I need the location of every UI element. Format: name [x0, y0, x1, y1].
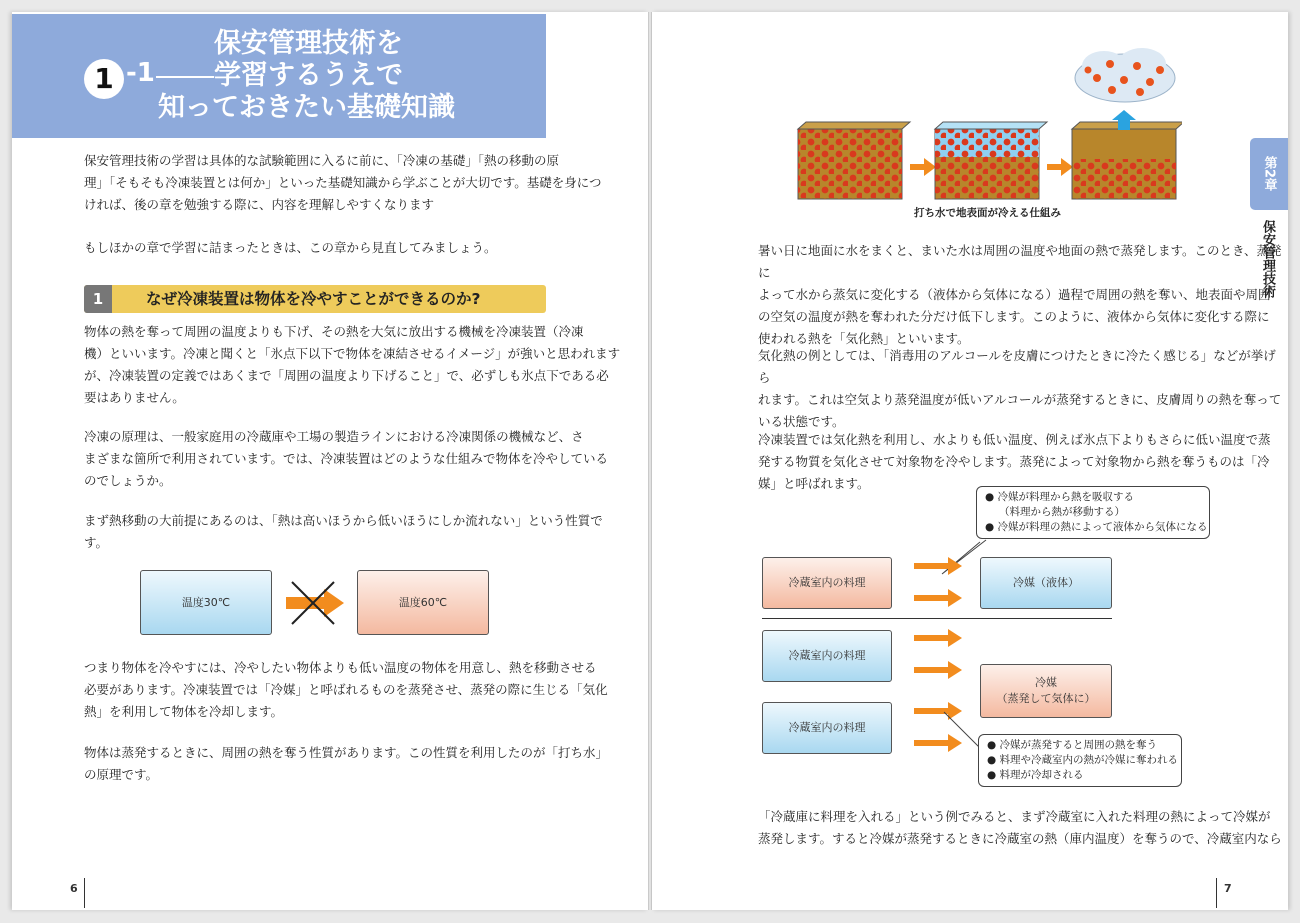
header-title-line-3: 知っておきたい基礎知識 — [158, 92, 455, 123]
text-line: 冷凍の原理は、一般家庭用の冷蔵庫や工場の製造ラインにおける冷凍関係の機械など、さ — [84, 429, 584, 444]
chapter-tab-title: 保安管理技術 — [1260, 220, 1275, 298]
text-line: 物体は蒸発するときに、周囲の熱を奪う性質があります。この性質を利用したのが「打ち水」 — [84, 745, 609, 760]
left-page — [12, 12, 648, 910]
text-line: つまり物体を冷やすには、冷やしたい物体よりも低い温度の物体を用意し、熱を移動させる — [84, 660, 597, 675]
callout-line: ● 冷媒が料理の熱によって液体から気体になる — [985, 521, 1208, 533]
text-line: 蒸発します。すると冷媒が蒸発するときに冷蔵室の熱（庫内温度）を奪うので、冷蔵室内なら — [758, 831, 1282, 846]
text-line: 理」「そもそも冷凍装置とは何か」といった基礎知識から学ぶことが大切です。基礎を身につ — [84, 175, 602, 190]
text-line: のでしょうか。 — [84, 473, 172, 488]
paragraph-4 — [84, 657, 608, 723]
right-paragraph-4 — [758, 806, 1282, 850]
text-line: いる状態です。 — [758, 414, 845, 429]
text-line: す。 — [84, 535, 109, 550]
paragraph-5 — [84, 742, 608, 786]
intro-paragraph — [84, 150, 602, 216]
section-number: 1 — [84, 285, 112, 313]
header-number-badge: 1 — [84, 59, 124, 99]
callout-line: ● 料理が冷却される — [987, 769, 1084, 781]
intro-paragraph-2: もしほかの章で学習に詰まったときは、この章から見直してみましょう。 — [84, 240, 497, 255]
diagram-divider — [762, 618, 1112, 619]
hot-object-box: 温度60℃ — [357, 570, 489, 635]
ground-panel-1 — [798, 122, 910, 199]
chapter-tab: 第2章 — [1250, 138, 1288, 210]
callout-bottom — [978, 734, 1182, 787]
text-line: の空気の温度が熱を奪われた分だけ低下します。このように、液体から気体に変化する際に — [758, 309, 1270, 324]
page-number-rule — [84, 878, 85, 908]
text-line: ければ、後の章を勉強する際に、内容を理解しやすくなります — [84, 197, 435, 212]
text-line: 保安管理技術の学習は具体的な試験範囲に入るに前に、「冷凍の基礎」「熱の移動の原 — [84, 153, 560, 168]
right-page — [652, 12, 1288, 910]
text-line: 物体の熱を奪って周囲の温度よりも下げ、その熱を大気に放出する機械を冷凍装置（冷凍 — [84, 324, 584, 339]
orange-arrow-icon — [914, 629, 962, 647]
text-line: まず熱移動の大前提にあるのは、「熱は高いほうから低いほうにしか流れない」という性質で — [84, 513, 603, 528]
page-number-left: 6 — [70, 882, 78, 895]
right-paragraph-2 — [758, 345, 1288, 433]
text-line: れます。これは空気より蒸発温度が低いアルコールが蒸発するときに、皮膚周りの熱を奪って — [758, 392, 1282, 407]
header-title-line-1: 保安管理技術を — [214, 28, 403, 59]
figure-caption: 打ち水で地表面が冷える仕組み — [914, 207, 1061, 219]
refrigerant-gas-box — [980, 664, 1112, 718]
text-line: 要はありません。 — [84, 390, 185, 405]
callout-line: （料理から熱が移動する） — [999, 506, 1125, 518]
page-number-right: 7 — [1224, 882, 1232, 895]
orange-arrow-icon — [286, 589, 344, 617]
orange-arrow-icon — [914, 557, 962, 575]
orange-arrow-icon — [1047, 158, 1073, 176]
text-line: よって水から蒸気に変化する（液体から気体になる）過程で周囲の熱を奪い、地表面や周囲 — [758, 287, 1271, 302]
vapor-cloud-icon — [1075, 48, 1175, 102]
text-line: の原理です。 — [84, 767, 159, 782]
orange-arrow-icon — [914, 661, 962, 679]
refrigerant-liquid-box: 冷媒（液体） — [980, 557, 1112, 609]
box-text-line: （蒸発して気体に） — [996, 692, 1096, 705]
text-line: 暑い日に地面に水をまくと、まいた水は周囲の温度や地面の熱で蒸発します。このとき、蒸発に — [758, 243, 1282, 280]
chapter-header — [12, 14, 546, 138]
callout-top — [976, 486, 1210, 539]
food-box-1: 冷蔵室内の料理 — [762, 557, 892, 609]
arrows-set-1 — [914, 556, 964, 612]
text-line: が、冷凍装置の定義ではあくまで「周囲の温度より下げること」で、必ずしも氷点下である必 — [84, 368, 609, 383]
callout-line: ● 冷媒が料理から熱を吸収する — [985, 491, 1134, 503]
blocked-arrow-figure — [280, 578, 360, 628]
text-line: 必要があります。冷凍装置では「冷媒」と呼ばれるものを蒸発させ、蒸発の際に生じる「気化 — [84, 682, 608, 697]
right-paragraph-1 — [758, 240, 1288, 350]
uchimizu-figure — [792, 42, 1182, 207]
food-box-2: 冷蔵室内の料理 — [762, 630, 892, 682]
ground-panel-3 — [1072, 122, 1182, 199]
orange-arrow-icon — [910, 158, 936, 176]
text-line: まざまな箇所で利用されています。では、冷凍装置はどのような仕組みで物体を冷やしている — [84, 451, 609, 466]
text-line: 「冷蔵庫に料理を入れる」という例でみると、まず冷蔵室に入れた料理の熱によって冷媒が — [758, 809, 1271, 824]
header-sub-number: -1 — [126, 58, 155, 88]
paragraph-3 — [84, 510, 603, 554]
text-line: 機）といいます。冷凍と聞くと「氷点下以下で物体を凍結させるイメージ」が強いと思われます — [84, 346, 621, 361]
text-line: 発する物質を気化させて対象物を冷やします。蒸発によって対象物から熱を奪うものは「冷 — [758, 454, 1270, 469]
text-line: 気化熱の例としては、「消毒用のアルコールを皮膚につけたときに冷たく感じる」などが挙げら — [758, 348, 1276, 385]
ground-panel-2 — [935, 122, 1047, 199]
page-number-rule — [1216, 878, 1217, 908]
text-line: 使われる熱を「気化熱」といいます。 — [758, 331, 970, 346]
text-line: 熱」を利用して物体を冷却します。 — [84, 704, 284, 719]
paragraph-2 — [84, 426, 608, 492]
text-line: 冷凍装置では気化熱を利用し、水よりも低い温度、例えば氷点下よりもさらに低い温度で蒸 — [758, 432, 1271, 447]
box-text-line: 冷媒 — [1035, 676, 1057, 689]
orange-arrow-icon — [914, 589, 962, 607]
paragraph-1 — [84, 321, 620, 409]
callout-line: ● 冷媒が蒸発すると周囲の熱を奪う — [987, 739, 1157, 751]
text-line: 媒」と呼ばれます。 — [758, 476, 870, 491]
callout-line: ● 料理や冷蔵室内の熱が冷媒に奪われる — [987, 754, 1178, 766]
section-title: なぜ冷凍装置は物体を冷やすことができるのか? — [146, 290, 481, 308]
header-dash-line — [156, 76, 214, 78]
food-box-3: 冷蔵室内の料理 — [762, 702, 892, 754]
header-title-line-2: 学習するうえで — [214, 60, 403, 91]
section-heading — [84, 285, 546, 313]
cold-object-box: 温度30℃ — [140, 570, 272, 635]
